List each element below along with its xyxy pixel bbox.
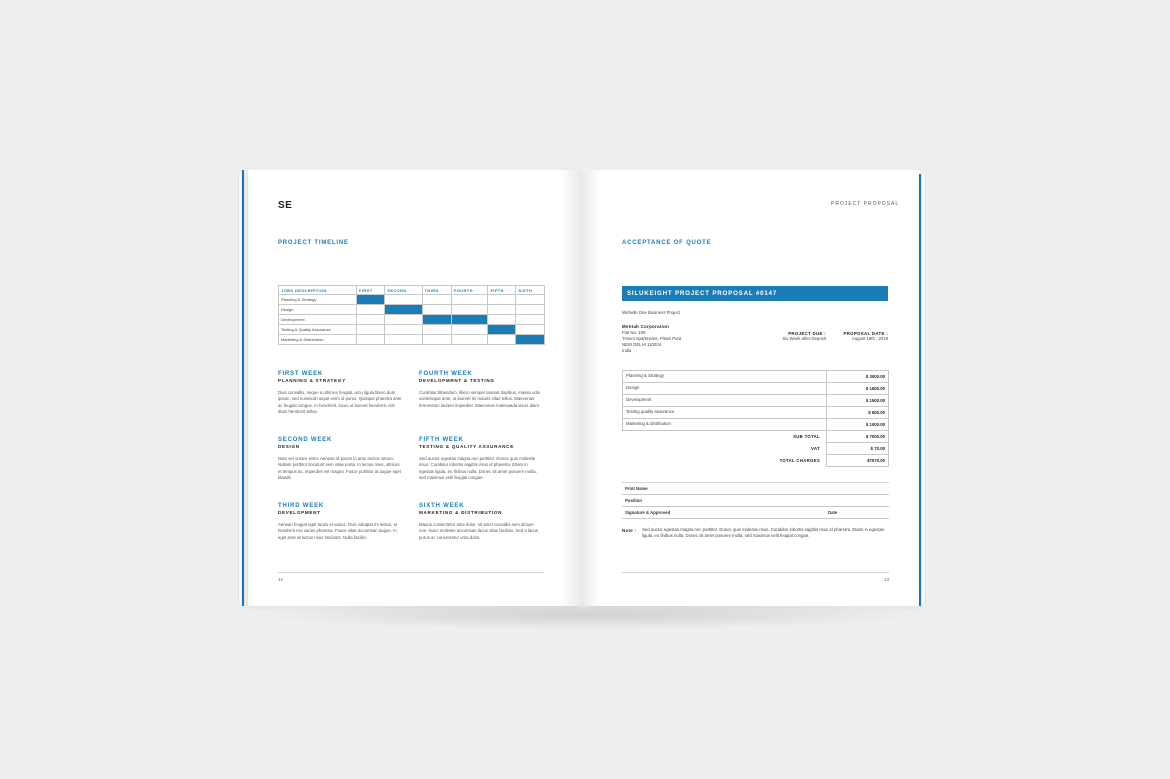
left-gutter-shade bbox=[560, 170, 582, 606]
cost-item-name: Development bbox=[623, 395, 827, 407]
client-address bbox=[622, 324, 681, 354]
note-text: Sed auctor egestas magna nec porttitor. Donec quis molestie risus. Curabitur lobortis sagittis risus id pharetra. Etiam in egestas ligula, eu finibus nulla. Donec sit amet posuere mulla, sed maximus velit feugiat congue. bbox=[642, 527, 885, 538]
timeline-cell bbox=[422, 335, 451, 345]
week-title: SECOND WEEK bbox=[278, 437, 333, 443]
address-line: Triveni Apartments, Pitam Pura bbox=[622, 336, 682, 341]
cost-totals bbox=[623, 431, 889, 467]
timeline-bar-cell bbox=[516, 335, 545, 345]
week-body: Nam vel ornare enim. Aenean id ipsum in ante auctor rutrum. Nullam porttitor tincidunt sem vitae porta. In lectus risus, ultrices et tempus ac, imperdiet vel magna. Fusce porttitor at augue eget blandit. bbox=[278, 456, 402, 480]
cost-row bbox=[623, 371, 889, 383]
week-subtitle: DEVELOPMENT bbox=[278, 510, 321, 515]
week-body: Duis convallis, neque a ultricies feugiat, arcu ligula libero dum ipsum, sed euismod neque enim id purus. Quisque pharetra ante ac feugiat congue. In hendrerit, lacus ut laoreet hendrerit, nisl diam hendrerit tellus. bbox=[278, 390, 402, 414]
timeline-cell bbox=[357, 305, 385, 315]
right-cover-edge bbox=[919, 174, 921, 606]
timeline-row bbox=[279, 305, 545, 315]
timeline-cell bbox=[451, 305, 488, 315]
section-title-quote: ACCEPTANCE OF QUOTE bbox=[622, 240, 712, 246]
position-label: Position bbox=[625, 498, 642, 503]
week-title: SIXTH WEEK bbox=[419, 503, 465, 509]
cost-item-amount: $ 1000.00 bbox=[827, 419, 889, 431]
proposal-date-value: August 16th , 2018 bbox=[851, 336, 888, 341]
right-footer-rule bbox=[622, 572, 889, 573]
week-subtitle: TESTING & QUALITY ASSURANCE bbox=[419, 444, 514, 449]
subtotal-label: SUB TOTAL bbox=[793, 434, 820, 440]
timeline-cell bbox=[385, 295, 422, 305]
project-due-value: Six Week after Deposit bbox=[782, 336, 826, 341]
timeline-week-header: THIRD bbox=[422, 286, 451, 295]
cost-item-name: Testing quality assurance bbox=[623, 407, 827, 419]
address-company: Mentah Corporation bbox=[622, 324, 670, 329]
proposal-date bbox=[834, 331, 888, 342]
project-due-label: PROJECT DUE : bbox=[788, 331, 826, 336]
cost-item-name: Planning & Strategy bbox=[623, 371, 827, 383]
timeline-week-header: SECOND bbox=[385, 286, 422, 295]
week-title: THIRD WEEK bbox=[278, 503, 324, 509]
week-subtitle: DESIGN bbox=[278, 444, 300, 449]
left-cover-edge bbox=[242, 170, 244, 606]
timeline-body bbox=[279, 295, 545, 345]
timeline-row bbox=[279, 325, 545, 335]
timeline-job-label: Testing & Quality Assurance bbox=[279, 325, 357, 335]
timeline-cell bbox=[422, 325, 451, 335]
address-line: India bbox=[622, 348, 632, 353]
cost-item-amount: $ 1500.00 bbox=[827, 395, 889, 407]
timeline-cell bbox=[357, 325, 385, 335]
left-page-number: 12 bbox=[278, 577, 284, 582]
left-page-edge bbox=[238, 172, 241, 604]
cost-row bbox=[623, 419, 889, 431]
client-line: Michelle Doe Business Project bbox=[622, 310, 681, 315]
timeline-cell bbox=[516, 315, 545, 325]
signature-row bbox=[622, 507, 889, 519]
timeline-cell bbox=[357, 315, 385, 325]
timeline-job-label: Development bbox=[279, 315, 357, 325]
timeline-bar-cell bbox=[385, 305, 422, 315]
timeline-week-header: FIRST bbox=[357, 286, 385, 295]
project-timeline-table bbox=[278, 285, 545, 345]
timeline-job-label: Planning & Strategy bbox=[279, 295, 357, 305]
timeline-week-header: FOURTH bbox=[451, 286, 488, 295]
print-name-label: Print Name bbox=[625, 486, 648, 491]
timeline-week-header: FIFTH bbox=[488, 286, 516, 295]
timeline-bar-cell bbox=[488, 325, 516, 335]
timeline-cell bbox=[488, 335, 516, 345]
timeline-cell bbox=[516, 325, 545, 335]
proposal-banner: SILUKEIGHT PROJECT PROPOSAL #0147 bbox=[622, 286, 888, 301]
total-value: $7070.00 bbox=[827, 455, 889, 467]
timeline-row bbox=[279, 315, 545, 325]
timeline-job-label: Marketing & Distribution bbox=[279, 335, 357, 345]
cost-item-name: Marketing & distribution bbox=[623, 419, 827, 431]
project-due bbox=[772, 331, 826, 342]
week-body: Aenean feugiat eget turpis et varius. Duis volutpat mi lectus, at hendrerit nisi varius pharetra. Fusce vitae accumsan augue. In eget ante at luctus risus tincidunt. Nulla facilisi. bbox=[278, 522, 397, 540]
timeline-cell bbox=[516, 305, 545, 315]
total-label: TOTAL CHARGES bbox=[779, 458, 820, 463]
left-footer-rule bbox=[278, 572, 544, 573]
week-body: Mauris consectetur ante dolor, sit amet convallis sem dictum non. Nunc molestie accumsan lacus vitae facilisis. Sed a lacus purus ac consectetur urna dolor. bbox=[419, 522, 538, 540]
timeline-cell bbox=[357, 335, 385, 345]
cost-items bbox=[623, 371, 889, 431]
print-name-row bbox=[622, 483, 889, 495]
brand-logo: SE bbox=[278, 200, 293, 211]
timeline-cell bbox=[451, 295, 488, 305]
timeline-row bbox=[279, 295, 545, 305]
week-subtitle: MARKETING & DISTRIBUTION bbox=[419, 510, 503, 515]
cost-row bbox=[623, 383, 889, 395]
timeline-row bbox=[279, 335, 545, 345]
right-gutter-shade bbox=[584, 170, 600, 606]
timeline-cell bbox=[488, 305, 516, 315]
signature-label: Signature & Approved bbox=[625, 510, 671, 515]
week-subtitle: PLANNING & STRATEGY bbox=[278, 378, 346, 383]
address-line: NEW DELHI 110034 bbox=[622, 342, 662, 347]
timeline-cell bbox=[516, 295, 545, 305]
week-block-1 bbox=[278, 371, 402, 415]
timeline-cell bbox=[385, 335, 422, 345]
timeline-cell bbox=[488, 295, 516, 305]
week-title: FIFTH WEEK bbox=[419, 437, 464, 443]
week-block-3 bbox=[278, 503, 402, 541]
running-header: PROJECT PROPOSAL bbox=[831, 201, 900, 207]
cost-item-name: Design bbox=[623, 383, 827, 395]
cost-table bbox=[622, 370, 889, 467]
timeline-cell bbox=[451, 325, 488, 335]
week-subtitle: DEVELOPMRNT & TESTING bbox=[419, 378, 495, 383]
subtotal-row bbox=[623, 431, 889, 443]
timeline-header-job: JOBS DESCRIPTION bbox=[279, 286, 357, 295]
timeline-bar-cell bbox=[451, 315, 488, 325]
week-body: Curabitur bibendum, libero semper laoreet dapibus, massa odio scelerisque ante, ut laoreet mi mauris vitae tellus. Maecenas fermentum laoreet imperdiet. Maecenas malesuada lacus diam. bbox=[419, 390, 541, 408]
timeline-bar-cell bbox=[357, 295, 385, 305]
cost-row bbox=[623, 395, 889, 407]
subtotal-value: $ 7000.00 bbox=[827, 431, 889, 443]
week-title: FOURTH WEEK bbox=[419, 371, 473, 377]
cost-row bbox=[623, 407, 889, 419]
timeline-cell bbox=[422, 305, 451, 315]
note-label: Note : bbox=[622, 528, 637, 533]
timeline-cell bbox=[385, 325, 422, 335]
section-title-timeline: PROJECT TIMELINE bbox=[278, 240, 349, 246]
timeline-job-label: Design bbox=[279, 305, 357, 315]
week-block-4 bbox=[419, 371, 543, 409]
timeline-cell bbox=[385, 315, 422, 325]
position-row bbox=[622, 495, 889, 507]
timeline-cell bbox=[451, 335, 488, 345]
address-line: Flat No. 105 bbox=[622, 330, 646, 335]
cost-item-amount: $ 500.00 bbox=[827, 407, 889, 419]
vat-label: VAT bbox=[811, 446, 820, 451]
timeline-cell bbox=[488, 315, 516, 325]
week-body: Sed auctor egestas magna nec porttitor. Donec quis molestie risus. Curabitur lobortis sagittis risus id pharetra. Etiam in egestas ligula, eu finibus nulla. Donec sit amet posuere mulla, sed maximus velit feugiat congue. bbox=[419, 456, 537, 480]
vat-row bbox=[623, 443, 889, 455]
week-block-6 bbox=[419, 503, 543, 541]
timeline-cell bbox=[422, 295, 451, 305]
timeline-bar-cell bbox=[422, 315, 451, 325]
right-page-number: 13 bbox=[883, 577, 889, 582]
timeline-header-row bbox=[279, 286, 545, 295]
week-block-5 bbox=[419, 437, 543, 481]
cost-item-amount: $ 1500.00 bbox=[827, 383, 889, 395]
right-page-edge bbox=[922, 174, 926, 604]
cost-item-amount: $ 3000.00 bbox=[827, 371, 889, 383]
date-label: Date bbox=[828, 510, 838, 515]
proposal-date-label: PROPOSAL DATE : bbox=[843, 331, 888, 336]
total-row bbox=[623, 455, 889, 467]
week-title: FIRST WEEK bbox=[278, 371, 323, 377]
vat-value: $ 70.00 bbox=[827, 443, 889, 455]
timeline-week-header: SIXTH bbox=[516, 286, 545, 295]
week-block-2 bbox=[278, 437, 402, 481]
